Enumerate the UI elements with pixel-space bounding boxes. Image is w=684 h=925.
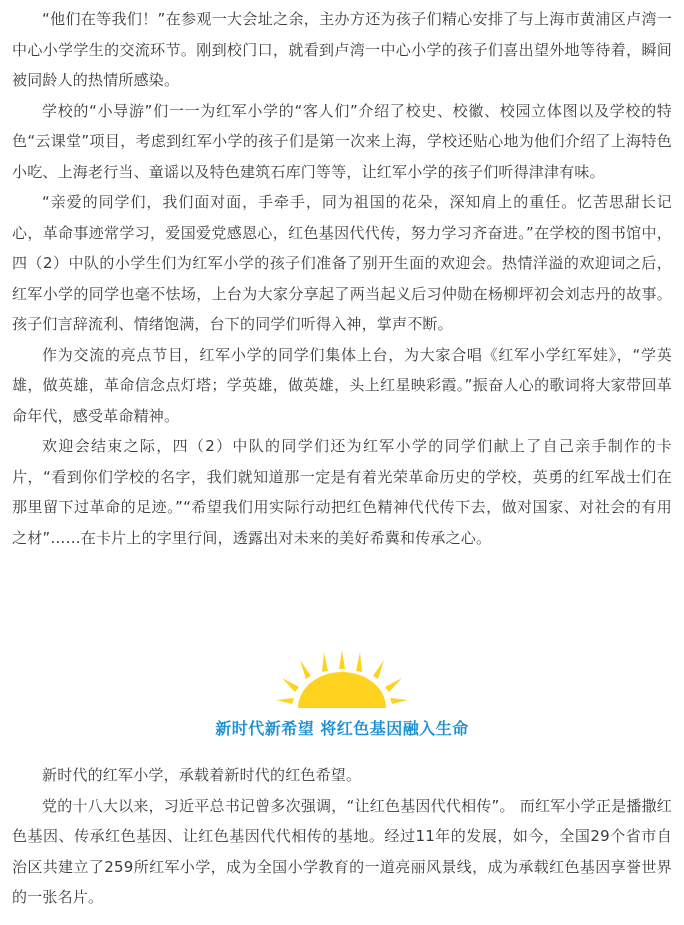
sun-icon — [272, 650, 412, 708]
section-heading: 新时代新希望 将红色基因融入生命 — [215, 719, 469, 738]
paragraph: 党的十八大以来，习近平总书记曾多次强调，“让红色基因代代相传”。 而红军小学正是播撒红色基因、传承红色基因、让红色基因代代相传的基地。经过11年的发展，如今，全国29个省市自治区共建立了259所红军小学，成为全国小学教育的一道亮丽风景线，成为承载红色基因享誉世界的一张名片。 — [12, 796, 672, 906]
paragraph: 作为交流的亮点节目，红军小学的同学们集体上台，为大家合唱《红军小学红军娃》，“学英雄，做英雄，革命信念点灯塔；学英雄，做英雄，头上红星映彩霞。”振奋人心的歌词将大家带回革命年代，感受革命精神。 — [12, 345, 672, 425]
paragraph: 新时代的红军小学，承载着新时代的红色希望。 — [42, 766, 362, 784]
section-divider — [0, 640, 684, 760]
paragraph: 学校的“小导游”们一一为红军小学的“客人们”介绍了校史、校徽、校园立体图以及学校的特色“云课堂”项目，考虑到红军小学的孩子们是第一次来上海，学校还贴心地为他们介绍了上海特色小吃、上海老行当、童谣以及特色建筑石库门等等，让红军小学的孩子们听得津津有味。 — [12, 101, 672, 181]
article-body-2 — [12, 760, 672, 913]
paragraph: “亲爱的同学们，我们面对面，手牵手，同为祖国的花朵，深知肩上的重任。忆苦思甜长记心，革命事迹常学习，爱国爱党感恩心，红色基因代代传，努力学习齐奋进。”在学校的图书馆中，四（2）中队的小学生们为红军小学的孩子们准备了别开生面的欢迎会。热情洋溢的欢迎词之后，红军小学的同学也毫不怯场，上台为大家分享起了两当起义后习仲勋在杨柳坪初会刘志丹的故事。孩子们言辞流利、情绪饱满，台下的同学们听得入神，掌声不断。 — [12, 193, 672, 333]
article-body — [12, 4, 672, 553]
paragraph: 欢迎会结束之际，四（2）中队的同学们还为红军小学的同学们献上了自己亲手制作的卡片，“看到你们学校的名字，我们就知道那一定是有着光荣革命历史的学校，英勇的红军战士们在那里留下过革命的足迹。”“希望我们用实际行动把红色精神代代传下去，做对国家、对社会的有用之材”……在卡片上的字里行间，透露出对未来的美好希冀和传承之心。 — [12, 437, 672, 547]
paragraph: “他们在等我们！”在参观一大会址之余，主办方还为孩子们精心安排了与上海市黄浦区卢湾一中心小学学生的交流环节。刚到校门口，就看到卢湾一中心小学的孩子们喜出望外地等待着，瞬间被同龄人的热情所感染。 — [12, 10, 672, 89]
